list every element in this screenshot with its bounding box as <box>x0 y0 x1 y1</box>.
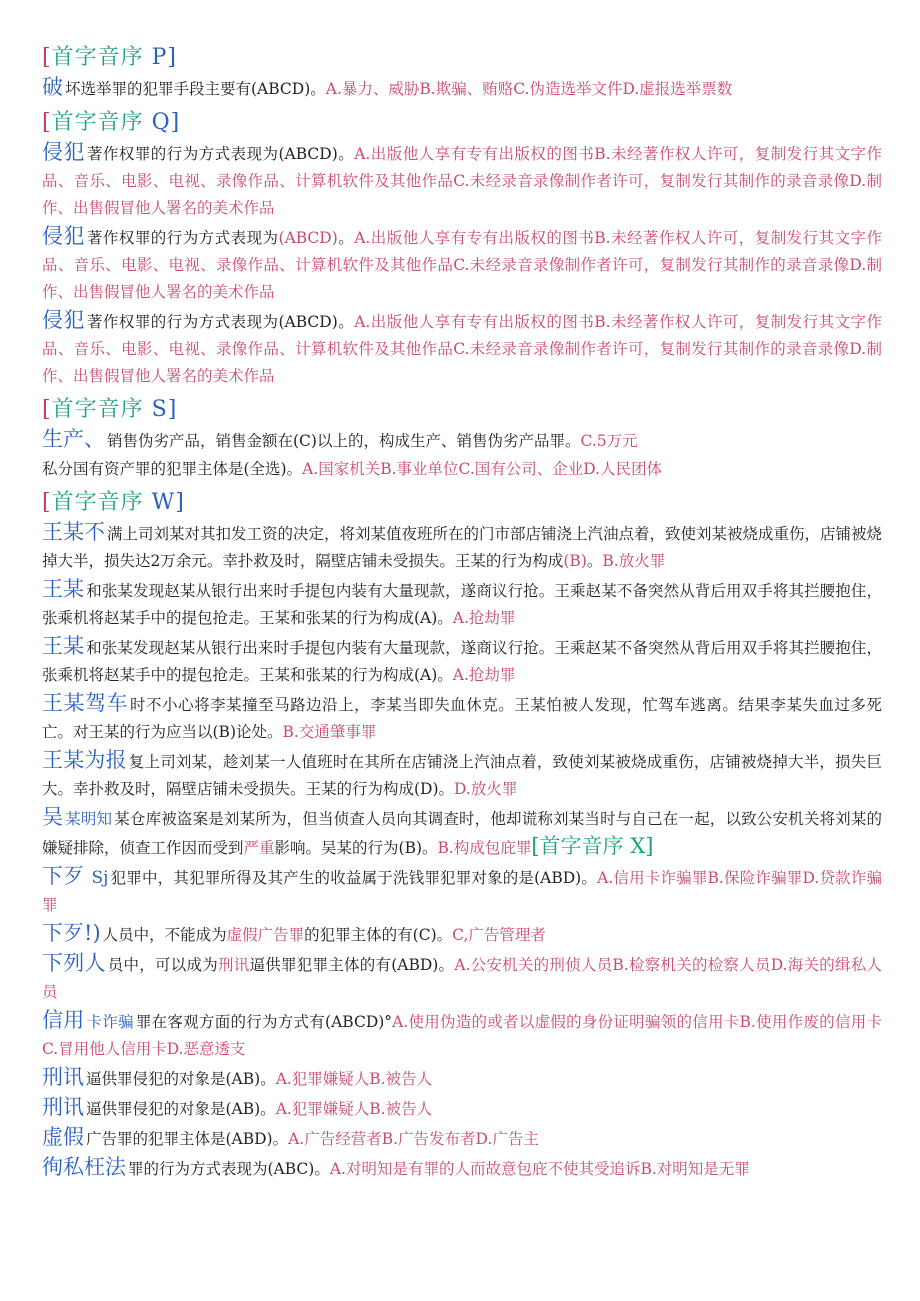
section-letter: Q <box>151 110 171 135</box>
entry-lead: 王某驾车 <box>42 691 129 715</box>
entry-question: 罪的行为方式表现为(ABC)。 <box>128 1160 330 1178</box>
entry-6 <box>42 456 882 483</box>
entry-question: 著作权罪的行为方式表现为(ABCD)。 <box>86 313 355 331</box>
entry-18 <box>42 1094 882 1123</box>
entry-lead-small: Sj <box>91 868 109 888</box>
entry-question-answer: (B) <box>563 552 587 570</box>
entry-1 <box>42 74 882 103</box>
entry-question: 逼供罪侵犯的对象是(AB)。 <box>86 1070 276 1088</box>
bracket-close: ] <box>167 45 178 70</box>
entry-question: 满上司刘某对其扣发工资的决定，将刘某值夜班所在的门市部店铺浇上汽油点着，致使刘某被烧成重伤，店铺被烧掉大半，损失达2万余元。幸扑救及时，隔壁店铺未受损失。王某的行为构成 <box>42 525 883 570</box>
section-title: 首字音序 <box>51 110 144 135</box>
entry-question: 坏选举罪的犯罪手段主要有(ABCD)。 <box>65 80 326 98</box>
entry-question-highlight: 虚假广告罪 <box>226 926 305 944</box>
entry-lead: 破 <box>42 75 63 99</box>
entry-question: 犯罪中，其犯罪所得及其产生的收益属于洗钱罪犯罪对象的是(ABD)。 <box>110 869 598 887</box>
entry-answer: B.交通肇事罪 <box>282 723 377 741</box>
document-page <box>42 38 882 1184</box>
entry-answer: A.使用伪造的或者以虚假的身份证明骗领的信用卡B.使用作废的信用卡C.冒用他人信用卡D.恶意透支 <box>42 1013 882 1058</box>
bracket-close: ] <box>170 110 181 135</box>
entry-lead-small: 卡诈骗 <box>86 1013 134 1031</box>
section-title: 首字音序 <box>51 397 144 422</box>
entry-question: 罪在客观方面的行为方式有(ABCD)° <box>135 1013 393 1031</box>
section-letter: P <box>151 45 168 70</box>
entry-question-end: 。 <box>586 552 603 570</box>
entry-10 <box>42 690 882 746</box>
entry-question: 销售伪劣产品，销售金额在(C)以上的，构成生产、销售伪劣产品罪。 <box>107 432 581 450</box>
entry-lead: 刑讯 <box>42 1065 84 1089</box>
entry-question-highlight: 严重 <box>243 839 275 857</box>
entry-lead: 虚假 <box>42 1125 84 1149</box>
section-title: [首字 <box>531 834 582 858</box>
bracket-open: [ <box>42 490 52 515</box>
section-header-q <box>42 109 882 137</box>
entry-lead: 下歹!) <box>42 921 101 945</box>
entry-15 <box>42 950 882 1006</box>
entry-19 <box>42 1124 882 1153</box>
entry-2 <box>42 139 882 222</box>
bracket-close: ] <box>167 397 178 422</box>
entry-8 <box>42 576 882 632</box>
entry-answer: D.放火罪 <box>454 780 518 798</box>
section-title: 首字音序 <box>51 45 144 70</box>
section-title-2: 音序 <box>581 834 624 858</box>
entry-lead: 吴 <box>42 805 64 829</box>
entry-question: 广告罪的犯罪主体是(ABD)。 <box>86 1130 289 1148</box>
section-header-s <box>42 396 882 424</box>
entry-question: 私分国有资产罪的犯罪主体是(全选)。 <box>42 460 303 478</box>
entry-lead: 信用 <box>42 1008 85 1032</box>
entry-question-end: 。 <box>337 229 355 247</box>
section-header-x <box>531 834 653 858</box>
entry-lead: 下列人 <box>42 951 106 975</box>
entry-question: 和张某发现赵某从银行出来时手提包内装有大量现款，遂商议行抢。王乘赵某不备突然从背后用双手将其拦腰抱住，张乘机将赵某手中的提包抢走。王某和张某的行为构成(A)。 <box>42 582 882 627</box>
entry-lead: 徇私枉法 <box>42 1155 126 1179</box>
entry-answer: A.广告经营者B.广告发布者D.广告主 <box>288 1130 539 1148</box>
entry-question-end: 影响。吴某的行为(B)。 <box>274 839 438 857</box>
section-letter: X <box>630 834 646 858</box>
section-letter: W <box>151 490 176 515</box>
entry-question: 员中，可以成为 <box>107 956 218 974</box>
entry-12 <box>42 804 882 862</box>
entry-answer: A.对明知是有罪的人而故意包庇不使其受追诉B.对明知是无罪 <box>329 1160 750 1178</box>
entry-question: 复上司刘某，趁刘某一人值班时在其所在店铺浇上汽油点着，致使刘某被烧成重伤，店铺被烧掉大半，损失巨大。幸扑救及时，隔壁店铺未受损失。王某的行为构成(D)。 <box>42 753 883 798</box>
entry-answer: A.抢劫罪 <box>452 609 516 627</box>
bracket-open: [ <box>42 45 52 70</box>
entry-11 <box>42 747 882 803</box>
entry-question-highlight: 刑讯 <box>217 956 250 974</box>
section-letter: S <box>151 397 168 422</box>
entry-question: 著作权罪的行为方式表现为 <box>86 229 279 247</box>
entry-answer: C,广告管理者 <box>452 926 546 944</box>
bracket-open: [ <box>42 397 52 422</box>
entry-answer: B.放火罪 <box>602 552 666 570</box>
entry-20 <box>42 1154 882 1183</box>
entry-answer: A.暴力、威胁B.欺骗、贿赂C.伪造选举文件D.虚报选举票数 <box>325 80 733 98</box>
entry-lead: 王某 <box>42 577 85 601</box>
entry-question: 时不小心将李某撞至马路边沿上，李某当即失血休克。王某怕被人发现，忙驾车逃离。结果李某失血过多死亡。对王某的行为应当以(B)论处。 <box>42 696 882 741</box>
entry-lead: 王某不 <box>42 520 105 544</box>
entry-question-end: 的犯罪主体的有(C)。 <box>304 926 453 944</box>
entry-question: 和张某发现赵某从银行出来时手提包内装有大量现款，遂商议行抢。王乘赵某不备突然从背后用双手将其拦腰抱住，张乘机将赵某手中的提包抢走。王某和张某的行为构成(A)。 <box>42 639 882 684</box>
entry-lead: 侵犯 <box>42 140 85 164</box>
entry-answer: A.出版他人享有专有出版权的图书B.未经著作权人许可，复制发行其文字作品、音乐、电影、电视、录像作品、计算机软件及其他作品C.未经录音录像制作者许可，复制发行其制作的录音录像D.制作、出售假冒他人署名的美术作品 <box>42 145 882 217</box>
entry-lead: 侵犯 <box>42 224 85 248</box>
entry-lead: 王某为报 <box>42 748 127 772</box>
entry-3 <box>42 223 882 306</box>
entry-lead: 侵犯 <box>42 308 85 332</box>
entry-14 <box>42 920 882 949</box>
entry-answer: A.出版他人享有专有出版权的图书B.未经著作权人许可，复制发行其文字作品、音乐、电影、电视、录像作品、计算机软件及其他作品C.未经录音录像制作者许可，复制发行其制作的录音录像D.制作、出售假冒他人署名的美术作品 <box>42 313 882 385</box>
entry-lead-small: 某明知 <box>65 810 113 828</box>
section-title: 首字音序 <box>51 490 144 515</box>
entry-lead: 生产、 <box>42 427 105 451</box>
entry-4 <box>42 307 882 390</box>
entry-question-answer: (ABCD) <box>278 229 338 247</box>
bracket-close: ] <box>175 490 185 515</box>
entry-answer: A.犯罪嫌疑人B.被告人 <box>275 1100 433 1118</box>
entry-answer: B.构成包庇罪 <box>437 839 532 857</box>
entry-9 <box>42 633 882 689</box>
bracket-close: ] <box>645 834 654 858</box>
section-header-p <box>42 44 882 72</box>
entry-question: 逼供罪侵犯的对象是(AB)。 <box>86 1100 276 1118</box>
bracket-open: [ <box>42 110 52 135</box>
entry-answer: C.5万元 <box>580 432 638 450</box>
entry-17 <box>42 1064 882 1093</box>
entry-lead: 王某 <box>42 634 85 658</box>
entry-question-end: 逼供罪犯罪主体的有(ABD)。 <box>249 956 455 974</box>
entry-question: 著作权罪的行为方式表现为(ABCD)。 <box>86 145 355 163</box>
entry-7 <box>42 519 882 575</box>
entry-answer: A.公安机关的刑侦人员B.检察机关的检察人员D.海关的缉私人员 <box>42 956 882 1001</box>
entry-answer: A.国家机关B.事业单位C.国有公司、企业D.人民团体 <box>302 460 663 478</box>
entry-13 <box>42 863 882 919</box>
entry-answer: A.信用卡诈骗罪B.保险诈骗罪D.贷款诈骗罪 <box>42 869 883 914</box>
entry-lead: 下歹 <box>42 864 85 888</box>
entry-answer: A.出版他人享有专有出版权的图书B.未经著作权人许可，复制发行其文字作品、音乐、电影、电视、录像作品、计算机软件及其他作品C.未经录音录像制作者许可，复制发行其制作的录音录像D.制作、出售假冒他人署名的美术作品 <box>42 229 882 301</box>
section-header-w <box>42 489 882 517</box>
entry-lead: 刑讯 <box>42 1095 84 1119</box>
entry-answer: A.抢劫罪 <box>452 666 516 684</box>
entry-question: 某仓库被盗案是刘某所为，但当侦查人员向其调查时，他却谎称刘某当时与自己在一起，以致公安机关将刘某的嫌疑排除，侦查工作因而受到 <box>42 810 883 857</box>
entry-5 <box>42 426 882 455</box>
entry-answer: A.犯罪嫌疑人B.被告人 <box>275 1070 433 1088</box>
entry-question: 人员中，不能成为 <box>102 926 227 944</box>
entry-16 <box>42 1007 882 1063</box>
